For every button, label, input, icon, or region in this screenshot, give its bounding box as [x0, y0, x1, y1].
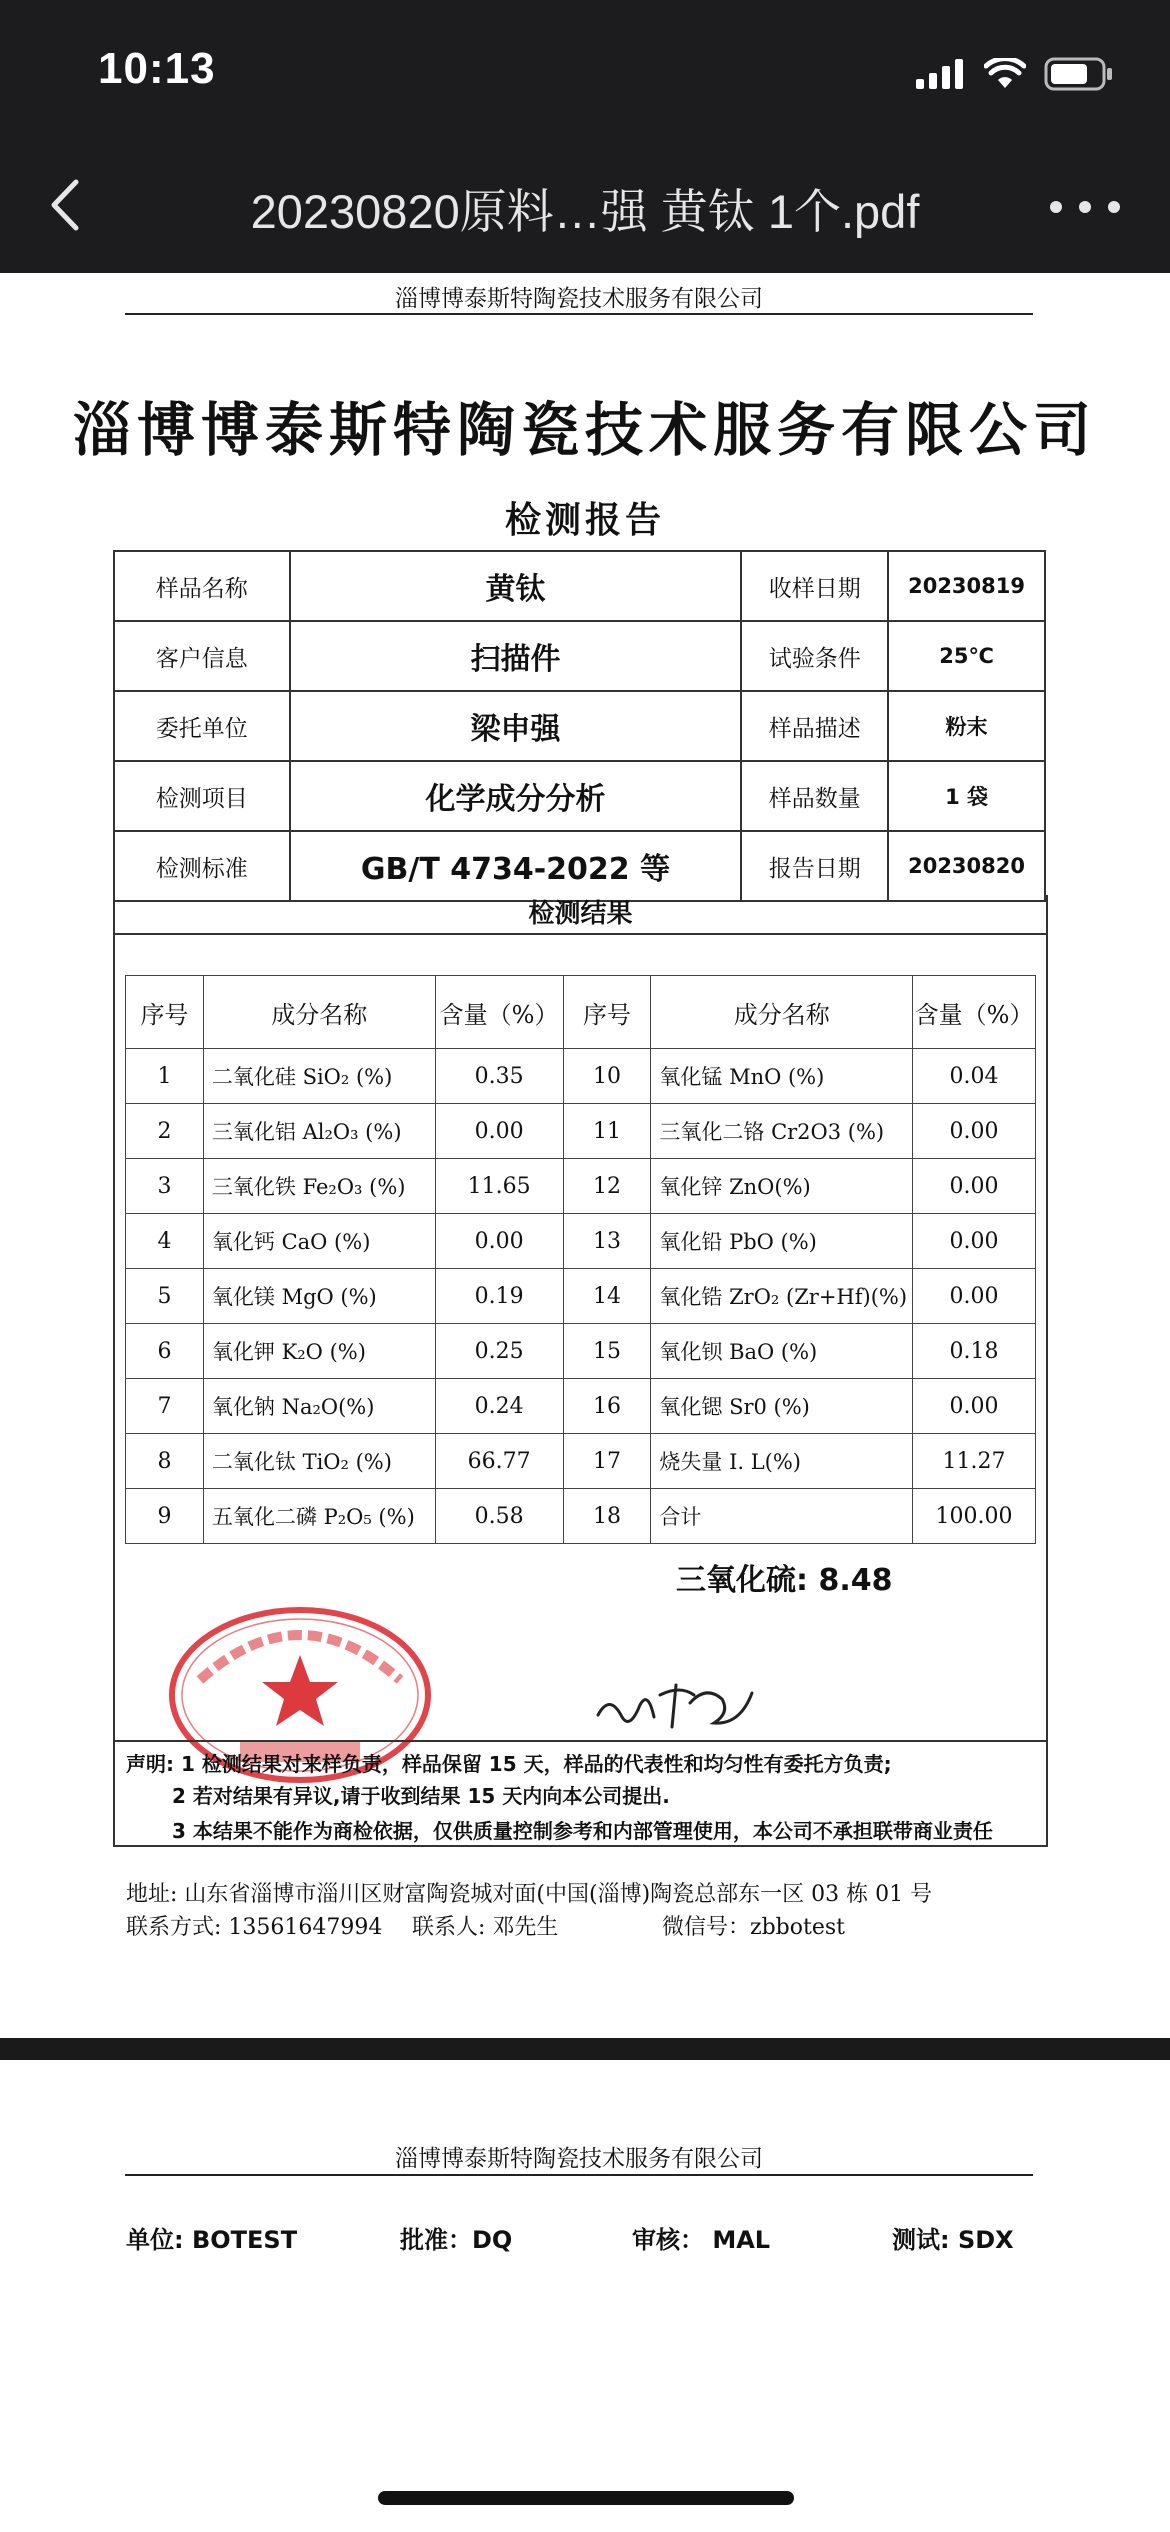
table-row: [126, 1049, 1036, 1104]
wifi-icon: [984, 58, 1026, 90]
column-header: 成分名称: [651, 976, 913, 1049]
page-header: 淄博博泰斯特陶瓷技术服务有限公司: [395, 2146, 763, 2172]
info-label: 收样日期: [741, 551, 888, 621]
info-label: 检测项目: [114, 761, 290, 831]
table-cell: 15: [563, 1324, 651, 1379]
column-header: 含量（%）: [435, 976, 563, 1049]
info-value: 化学成分分析: [290, 761, 742, 831]
table-cell: 16: [563, 1379, 651, 1434]
table-row: [126, 1434, 1036, 1489]
table-row: [126, 1324, 1036, 1379]
table-cell: 氧化锶 Sr0 (%): [651, 1379, 913, 1434]
battery-icon: [1044, 57, 1114, 91]
table-cell: 11: [563, 1104, 651, 1159]
table-row: [126, 1489, 1036, 1544]
info-label: 委托单位: [114, 691, 290, 761]
table-cell: 14: [563, 1269, 651, 1324]
chevron-left-icon: [50, 178, 80, 232]
table-cell: 0.35: [435, 1049, 563, 1104]
table-cell: 氧化锆 ZrO₂ (Zr+Hf)(%): [651, 1269, 913, 1324]
table-cell: 三氧化二铬 Cr2O3 (%): [651, 1104, 913, 1159]
table-cell: 10: [563, 1049, 651, 1104]
column-header: 序号: [563, 976, 651, 1049]
table-cell: 氧化铅 PbO (%): [651, 1214, 913, 1269]
table-cell: 0.00: [435, 1104, 563, 1159]
info-value: 20230819: [888, 551, 1045, 621]
table-cell: 合计: [651, 1489, 913, 1544]
column-header: 序号: [126, 976, 204, 1049]
info-value: GB/T 4734-2022 等: [290, 831, 742, 901]
more-button[interactable]: [1050, 185, 1120, 229]
table-cell: 氧化钡 BaO (%): [651, 1324, 913, 1379]
more-icon: [1050, 201, 1062, 213]
column-header: 成分名称: [203, 976, 435, 1049]
column-header: 含量（%）: [913, 976, 1036, 1049]
table-cell: 0.00: [913, 1269, 1036, 1324]
table-cell: 三氧化铝 Al₂O₃ (%): [203, 1104, 435, 1159]
table-cell: 18: [563, 1489, 651, 1544]
info-label: 报告日期: [741, 831, 888, 901]
table-cell: 0.00: [913, 1104, 1036, 1159]
info-value: 1 袋: [888, 761, 1045, 831]
contact-phone: 联系方式: 13561647994: [126, 1915, 383, 1940]
header-rule: [125, 313, 1033, 315]
table-cell: 100.00: [913, 1489, 1036, 1544]
table-cell: 五氧化二磷 P₂O₅ (%): [203, 1489, 435, 1544]
table-cell: 12: [563, 1159, 651, 1214]
table-cell: 66.77: [435, 1434, 563, 1489]
table-cell: 2: [126, 1104, 204, 1159]
table-cell: 0.19: [435, 1269, 563, 1324]
table-cell: 1: [126, 1049, 204, 1104]
table-cell: 0.24: [435, 1379, 563, 1434]
table-cell: 11.27: [913, 1434, 1036, 1489]
info-label: 客户信息: [114, 621, 290, 691]
star-icon: [262, 1655, 338, 1726]
table-cell: 13: [563, 1214, 651, 1269]
table-cell: 5: [126, 1269, 204, 1324]
table-cell: 8: [126, 1434, 204, 1489]
declaration-rule: [115, 1740, 1046, 1742]
table-cell: 0.00: [913, 1214, 1036, 1269]
table-cell: 11.65: [435, 1159, 563, 1214]
table-cell: 氧化钾 K₂O (%): [203, 1324, 435, 1379]
info-value: 粉末: [888, 691, 1045, 761]
unit-label: 单位: BOTEST: [126, 2226, 298, 2254]
more-icon: [1079, 201, 1091, 213]
table-cell: 0.00: [913, 1379, 1036, 1434]
wechat-id: 微信号：zbbotest: [662, 1915, 845, 1940]
table-cell: 4: [126, 1214, 204, 1269]
document-title: 20230820原料…强 黄钛 1个.pdf: [250, 185, 920, 238]
info-value: 梁申强: [290, 691, 742, 761]
table-cell: 二氧化钛 TiO₂ (%): [203, 1434, 435, 1489]
results-title: 检测结果: [115, 895, 1046, 935]
table-cell: 氧化钙 CaO (%): [203, 1214, 435, 1269]
table-cell: 氧化锌 ZnO(%): [651, 1159, 913, 1214]
table-cell: 6: [126, 1324, 204, 1379]
signature: [590, 1665, 760, 1745]
table-row: [126, 1269, 1036, 1324]
address: 地址: 山东省淄博市淄川区财富陶瓷城对面(中国(淄博)陶瓷总部东一区 03 栋 01 号: [126, 1882, 933, 1907]
so3-result: 三氧化硫: 8.48: [676, 1563, 893, 1598]
table-cell: 氧化钠 Na₂O(%): [203, 1379, 435, 1434]
table-cell: 0.58: [435, 1489, 563, 1544]
table-cell: 7: [126, 1379, 204, 1434]
top-bar: [0, 0, 1170, 273]
page-divider: [0, 2038, 1170, 2060]
table-row: [126, 1214, 1036, 1269]
info-value: 20230820: [888, 831, 1045, 901]
info-label: 试验条件: [741, 621, 888, 691]
table-cell: 17: [563, 1434, 651, 1489]
back-button[interactable]: [40, 170, 90, 240]
info-label: 样品数量: [741, 761, 888, 831]
composition-table: [125, 975, 1036, 1544]
sample-info-table: [113, 550, 1046, 902]
info-label: 样品名称: [114, 551, 290, 621]
test-label: 测试: SDX: [892, 2226, 1014, 2254]
pdf-page-2: [0, 2060, 1170, 2532]
table-cell: 烧失量 I. L(%): [651, 1434, 913, 1489]
table-cell: 0.18: [913, 1324, 1036, 1379]
declaration-line: 声明: 1 检测结果对来样负责，样品保留 15 天，样品的代表性和均匀性有委托方负责;: [126, 1752, 892, 1776]
table-row: [126, 1104, 1036, 1159]
table-cell: 氧化锰 MnO (%): [651, 1049, 913, 1104]
declaration-line: 2 若对结果有异议,请于收到结果 15 天内向本公司提出.: [172, 1784, 670, 1808]
declaration-line: 3 本结果不能作为商检依据，仅供质量控制参考和内部管理使用，本公司不承担联带商业责任: [172, 1819, 993, 1843]
info-value: 黄钛: [290, 551, 742, 621]
cellular-signal-icon: [916, 59, 966, 89]
table-cell: 0.25: [435, 1324, 563, 1379]
info-value: 扫描件: [290, 621, 742, 691]
table-cell: 氧化镁 MgO (%): [203, 1269, 435, 1324]
table-cell: 9: [126, 1489, 204, 1544]
info-value: 25℃: [888, 621, 1045, 691]
table-cell: 3: [126, 1159, 204, 1214]
table-cell: 二氧化硅 SiO₂ (%): [203, 1049, 435, 1104]
header-rule: [125, 2174, 1033, 2176]
table-cell: 三氧化铁 Fe₂O₃ (%): [203, 1159, 435, 1214]
company-title: 淄博博泰斯特陶瓷技术服务有限公司: [72, 396, 1097, 464]
table-row: [126, 1159, 1036, 1214]
approve-label: 批准：DQ: [400, 2226, 513, 2254]
status-icons: [916, 56, 1114, 92]
home-indicator[interactable]: [378, 2491, 794, 2505]
info-label: 检测标准: [114, 831, 290, 901]
status-time: 10:13: [98, 44, 216, 93]
info-label: 样品描述: [741, 691, 888, 761]
review-label: 审核： MAL: [632, 2226, 771, 2254]
report-title: 检测报告: [504, 499, 665, 541]
table-cell: 0.00: [913, 1159, 1036, 1214]
more-icon: [1108, 201, 1120, 213]
table-cell: 0.00: [435, 1214, 563, 1269]
contact-person: 联系人: 邓先生: [412, 1915, 559, 1940]
page-header: 淄博博泰斯特陶瓷技术服务有限公司: [395, 286, 763, 312]
table-row: [126, 1379, 1036, 1434]
table-cell: 0.04: [913, 1049, 1036, 1104]
